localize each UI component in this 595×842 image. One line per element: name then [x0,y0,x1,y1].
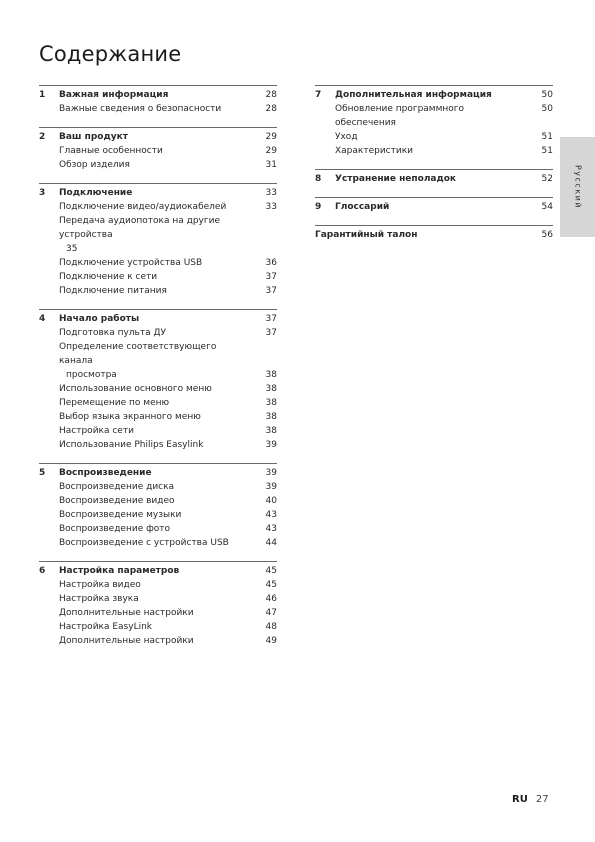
toc-entry-page: 39 [265,468,277,478]
toc-entry-page: 44 [265,538,277,548]
toc-entry-page: 43 [265,510,277,520]
toc-entry-number [39,438,59,452]
toc-entry-title: Глоссарий [335,202,390,212]
toc-subentry[interactable] [39,634,277,648]
toc-entry-number [39,326,59,340]
toc-section [315,197,553,214]
toc-subentry[interactable] [39,508,277,522]
toc-entry-title: Настройка видео [59,580,141,590]
toc-entry-title: Дополнительная информация [335,90,492,100]
toc-entry-number: 1 [39,90,46,100]
toc-entry-page: 49 [265,636,277,646]
toc-entry-title: Гарантийный талон [315,230,418,240]
toc-entry-number [39,410,59,424]
toc-entry-page: 46 [265,594,277,604]
toc-entry-page: 39 [265,482,277,492]
toc-section [315,85,553,158]
toc-chapter-entry[interactable] [39,564,277,578]
toc-entry-page: 38 [265,412,277,422]
toc-entry-title: Воспроизведение видео [59,496,175,506]
toc-subentry[interactable] [39,536,277,550]
toc-entry-title: Главные особенности [59,146,163,156]
page-footer [512,794,549,805]
toc-entry-page: 38 [265,426,277,436]
toc-entry-title: Перемещение по меню [59,398,170,408]
toc-entry-number [39,158,59,172]
toc-entry-page: 51 [541,146,553,156]
toc-chapter-entry[interactable] [315,88,553,102]
toc-entry-title: Воспроизведение диска [59,482,175,492]
toc-left-column [39,85,277,659]
toc-entry-title: Уход [335,132,358,142]
toc-subentry[interactable] [39,242,277,256]
toc-entry-title: Обновление программного обеспечения [335,104,465,128]
toc-entry-title: Настройка параметров [59,566,180,576]
toc-entry-title: Подготовка пульта ДУ [59,328,166,338]
toc-entry-page: 51 [541,132,553,142]
toc-entry-title: Использование Philips Easylink [59,440,204,450]
toc-subentry[interactable] [39,494,277,508]
toc-subentry[interactable] [39,620,277,634]
toc-entry-page: 38 [265,370,277,380]
toc-entry-title: Воспроизведение с устройства USB [59,538,229,548]
toc-section [315,225,553,242]
toc-entry-page: 48 [265,622,277,632]
toc-entry-page: 50 [541,104,553,114]
toc-entry-number: 3 [39,188,46,198]
toc-entry-number [39,396,59,410]
toc-entry-page: 39 [265,440,277,450]
toc-entry-number: 9 [315,202,322,212]
toc-subentry[interactable] [39,200,277,214]
toc-section [39,127,277,172]
toc-entry-number [39,270,59,284]
toc-entry-number: 6 [39,566,46,576]
toc-chapter-entry[interactable] [39,312,277,326]
toc-chapter-entry[interactable] [315,228,553,242]
toc-entry-title: Подключение устройства USB [59,258,203,268]
toc-subentry[interactable] [39,382,277,396]
toc-entry-title: Обзор изделия [59,160,130,170]
toc-subentry[interactable] [39,270,277,284]
toc-subentry[interactable] [39,396,277,410]
toc-subentry[interactable] [39,284,277,298]
language-side-tab-label: Русский [573,164,582,210]
toc-entry-number [39,214,59,242]
toc-entry-page: 28 [265,90,277,100]
toc-entry-title: Начало работы [59,314,140,324]
toc-entry-number: 8 [315,174,322,184]
toc-entry-page: 38 [265,398,277,408]
toc-entry-number [39,340,59,368]
toc-entry-title: Воспроизведение фото [59,524,171,534]
toc-subentry[interactable] [39,102,277,116]
toc-entry-title: Передача аудиопотока на другие устройства [59,216,220,240]
toc-entry-page: 38 [265,384,277,394]
toc-entry-title: Характеристики [335,146,414,156]
toc-section [39,561,277,648]
toc-entry-number [39,144,59,158]
toc-entry-page: 56 [541,230,553,240]
toc-entry-title: Дополнительные настройки [59,608,194,618]
toc-entry-number [39,200,59,214]
toc-subentry[interactable] [39,592,277,606]
toc-subentry[interactable] [39,144,277,158]
toc-subentry[interactable] [315,144,553,158]
toc-entry-page: 37 [265,286,277,296]
toc-entry-page: 36 [265,258,277,268]
toc-entry-page: 54 [541,202,553,212]
toc-entry-title: Настройка сети [59,426,134,436]
toc-entry-number [39,634,59,648]
toc-subentry[interactable] [39,606,277,620]
toc-subentry[interactable] [39,326,277,340]
toc-entry-page: 45 [265,580,277,590]
toc-entry-title: Дополнительные настройки [59,636,194,646]
toc-entry-number [315,130,335,144]
toc-entry-title: Ваш продукт [59,132,128,142]
toc-entry-page: 33 [265,202,277,212]
toc-entry-page: 37 [265,328,277,338]
toc-subentry[interactable] [39,410,277,424]
toc-entry-title: Подключение видео/аудиокабелей [59,202,227,212]
toc-entry-number [39,382,59,396]
toc-entry-number [39,424,59,438]
toc-entry-page: 29 [265,132,277,142]
toc-entry-page: 43 [265,524,277,534]
page-title: Содержание [39,42,182,66]
toc-entry-number [39,522,59,536]
language-side-tab [560,137,595,237]
toc-entry-number [39,508,59,522]
toc-entry-number [39,284,59,298]
toc-entry-number: 4 [39,314,46,324]
toc-entry-page: 50 [541,90,553,100]
toc-entry-page: 40 [265,496,277,506]
toc-entry-title: Подключение питания [59,286,167,296]
toc-entry-number: 7 [315,90,322,100]
toc-entry-title: Подключение [59,188,133,198]
toc-subentry[interactable] [39,480,277,494]
toc-entry-number: 5 [39,468,46,478]
toc-entry-page [251,242,277,256]
toc-entry-number: 2 [39,132,46,142]
toc-entry-title: Определение соответствующего канала [59,342,217,366]
toc-section [39,309,277,452]
toc-subentry[interactable] [39,340,277,368]
toc-entry-page: 47 [265,608,277,618]
toc-section [39,85,277,116]
toc-entry-page: 52 [541,174,553,184]
toc-entry-page: 28 [265,104,277,114]
toc-entry-page: 45 [265,566,277,576]
toc-subentry[interactable] [39,438,277,452]
toc-chapter-entry[interactable] [315,172,553,186]
toc-entry-number [39,578,59,592]
toc-subentry[interactable] [39,158,277,172]
toc-subentry[interactable] [315,102,553,130]
toc-section [39,463,277,550]
toc-entry-title: Настройка звука [59,594,139,604]
toc-subentry[interactable] [39,256,277,270]
toc-entry-number [39,494,59,508]
toc-right-column [315,85,553,253]
toc-section [39,183,277,298]
toc-entry-number [39,256,59,270]
toc-entry-page: 37 [265,272,277,282]
toc-entry-title: Воспроизведение [59,468,152,478]
toc-entry-page: 37 [265,314,277,324]
footer-page-number: 27 [535,794,549,805]
toc-chapter-entry[interactable] [315,200,553,214]
toc-chapter-entry[interactable] [39,466,277,480]
toc-entry-number [39,368,59,382]
toc-entry-title: Подключение к сети [59,272,158,282]
toc-entry-title: Устранение неполадок [335,174,457,184]
toc-subentry[interactable] [315,130,553,144]
toc-entry-page: 31 [265,160,277,170]
toc-entry-title: 35 [66,244,78,254]
toc-entry-number [39,480,59,494]
toc-chapter-entry[interactable] [39,186,277,200]
toc-entry-page [251,340,277,368]
toc-entry-title: Важная информация [59,90,169,100]
toc-entry-page: 33 [265,188,277,198]
toc-entry-number [39,102,59,116]
toc-subentry[interactable] [39,578,277,592]
toc-subentry[interactable] [39,522,277,536]
toc-entry-number [315,102,335,130]
toc-entry-title: Настройка EasyLink [59,622,153,632]
toc-entry-title: просмотра [66,370,117,380]
toc-entry-number [39,242,59,256]
toc-chapter-entry[interactable] [39,130,277,144]
toc-entry-number [39,606,59,620]
toc-subentry[interactable] [39,368,277,382]
toc-chapter-entry[interactable] [39,88,277,102]
footer-language-code: RU [512,794,528,805]
toc-entry-title: Использование основного меню [59,384,212,394]
toc-entry-page: 29 [265,146,277,156]
toc-entry-number [39,620,59,634]
toc-subentry[interactable] [39,214,277,242]
toc-entry-title: Выбор языка экранного меню [59,412,201,422]
toc-entry-number [39,592,59,606]
toc-subentry[interactable] [39,424,277,438]
toc-entry-number [39,536,59,550]
toc-entry-title: Воспроизведение музыки [59,510,182,520]
toc-section [315,169,553,186]
toc-entry-title: Важные сведения о безопасности [59,104,222,114]
toc-entry-number [315,144,335,158]
toc-entry-page [251,214,277,242]
